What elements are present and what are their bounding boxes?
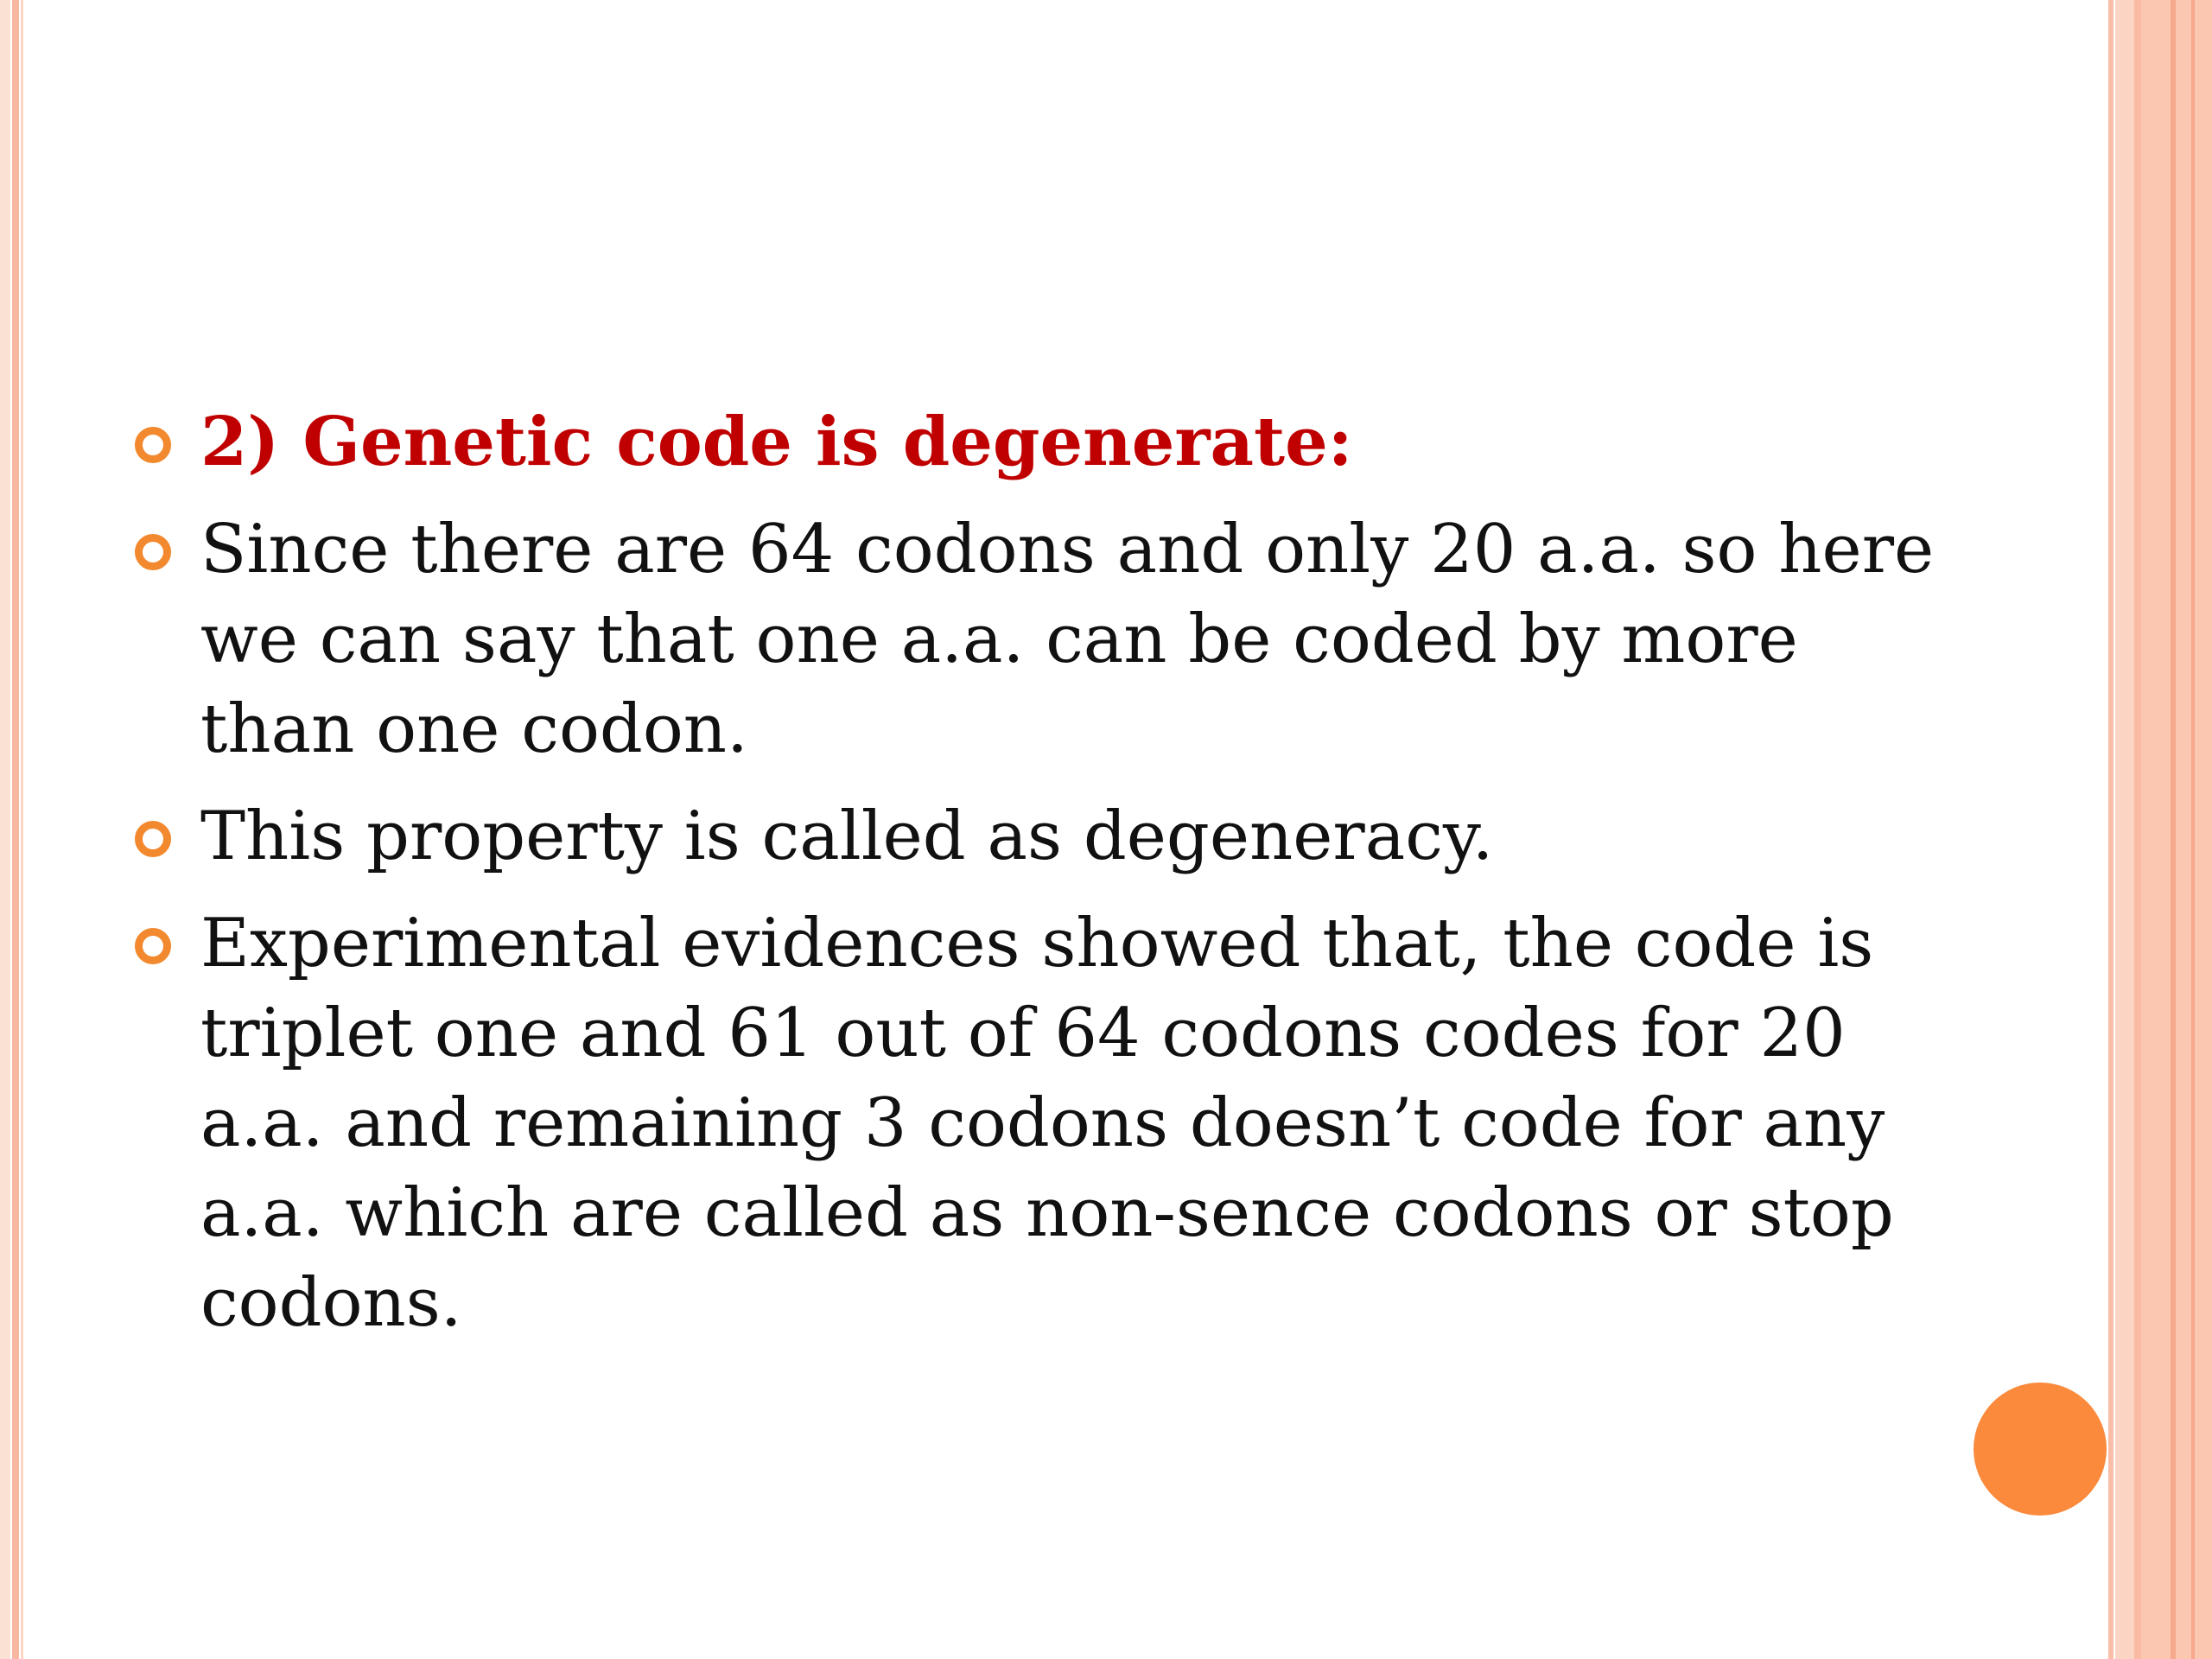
bullet-text: Experimental evidences showed that, the code is triplet one and 61 out of 64 codons codes for 20 a.a. and remaining 3 codons doesn’t code for any a.a. which are called as non-sence codons or stop codons.: [200, 905, 1894, 1342]
bullet-list: [130, 397, 1944, 1365]
bullet-icon: [135, 821, 171, 857]
bullet-icon: [135, 534, 171, 570]
bullet-text: This property is called as degeneracy.: [200, 798, 1494, 875]
orange-circle-decoration: [1974, 1382, 2107, 1516]
bullet-text: 2) Genetic code is degenerate:: [200, 403, 1353, 481]
right-decorative-border: [2108, 0, 2212, 1659]
bullet-item: [130, 505, 1944, 774]
bullet-item: [130, 899, 1944, 1348]
bullet-text: Since there are 64 codons and only 20 a.a. so here we can say that one a.a. can be coded by more than one codon.: [200, 511, 1935, 768]
bullet-item: [130, 791, 1944, 881]
left-decorative-border: [0, 0, 26, 1659]
bullet-icon: [135, 427, 171, 463]
bullet-icon: [135, 928, 171, 964]
bullet-item-heading: [130, 397, 1944, 487]
